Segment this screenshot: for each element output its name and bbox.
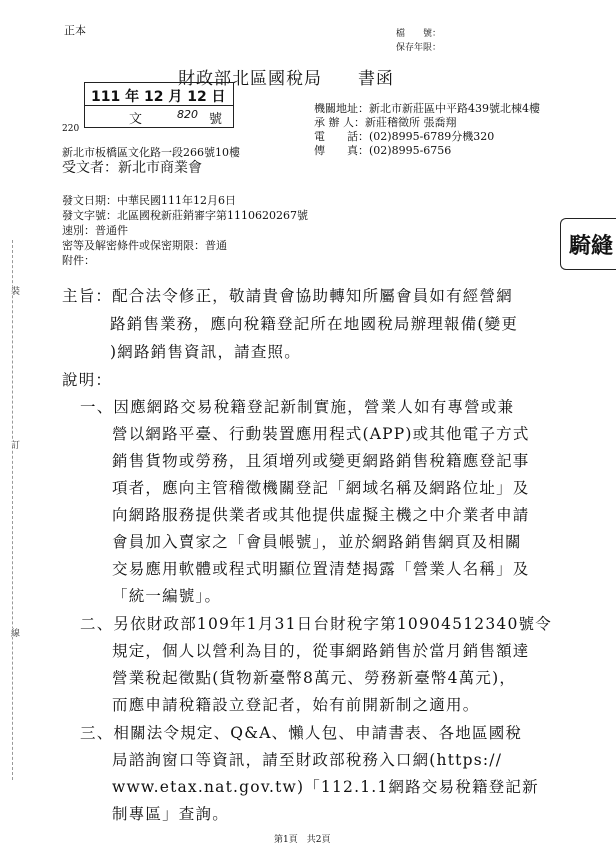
copy-label: 正本 xyxy=(64,24,86,37)
item1-line: 營以網路平臺、行動裝置應用程式(APP)或其他電子方式 xyxy=(112,425,530,443)
item3-line: 制專區」查詢。 xyxy=(112,805,229,823)
stamp-doc-number: 820 xyxy=(177,108,198,121)
seam-seal: 騎縫 xyxy=(560,218,616,270)
item3-line: www.etax.nat.gov.tw)「112.1.1網路交易稅籍登記新 xyxy=(112,778,539,796)
delivery-speed: 速別：普通件 xyxy=(62,224,128,237)
issue-date: 發文日期：中華民國111年12月6日 xyxy=(62,194,236,207)
item2-line: 二、另依財政部109年1月31日台財稅字第10904512340號令 xyxy=(80,615,552,633)
retention-label: 保存年限： xyxy=(396,43,442,53)
margin-mark-bind: 裝 xyxy=(9,286,19,295)
margin-mark-staple: 訂 xyxy=(9,440,19,449)
subject-line: 路銷售業務，應向稅籍登記所在地國稅局辦理報備(變更 xyxy=(110,315,519,333)
agency-contact: 承 辦 人：新莊稽徵所 張喬翔 xyxy=(314,116,457,129)
margin-mark-line: 線 xyxy=(9,628,19,637)
subject-line: )網路銷售資訊，請查照。 xyxy=(110,343,301,361)
agency-address: 機關地址：新北市新莊區中平路439號北棟4樓 xyxy=(314,102,540,115)
item1-line: 向網路服務提供業者或其他提供虛擬主機之中介業者申請 xyxy=(112,506,530,524)
recipient-name: 受文者：新北市商業會 xyxy=(62,160,202,176)
stamp-date: 111 年 12 月 12 日 xyxy=(91,89,226,105)
item3-line: 三、相關法令規定、Q&A、懶人包、申請書表、各地區國稅 xyxy=(80,724,523,742)
attachment-label: 附件： xyxy=(62,254,95,267)
file-number-label: 檔 號： xyxy=(396,29,442,39)
binding-line xyxy=(12,240,14,780)
page-footer: 第1頁 共2頁 xyxy=(274,835,331,845)
item1-line: 一、因應網路交易稅籍登記新制實施，營業人如有專營或兼 xyxy=(80,398,515,416)
item2-line: 營業稅起徵點(貨物新臺幣8萬元、勞務新臺幣4萬元)， xyxy=(112,669,517,687)
explanation-label: 說明： xyxy=(62,371,113,389)
received-stamp xyxy=(84,82,234,128)
recipient-address: 新北市板橋區文化路一段266號10樓 xyxy=(62,146,240,159)
item1-line: 交易應用軟體或程式明顯位置清楚揭露「營業人名稱」及 xyxy=(112,560,530,578)
item2-line: 規定，個人以營利為目的，從事網路銷售於當月銷售額達 xyxy=(112,642,530,660)
item1-line: 會員加入賣家之「會員帳號」，並於網路銷售網頁及相關 xyxy=(112,533,522,551)
item3-line: 局諮詢窗口等資訊，請至財政部稅務入口網(https:// xyxy=(112,751,503,769)
document-title: 財政部北區國稅局 書函 xyxy=(178,69,394,89)
item1-line: 「統一編號」。 xyxy=(112,587,222,605)
subject-line: 主旨：配合法令修正，敬請貴會協助轉知所屬會員如有經營網 xyxy=(62,287,513,305)
stamp-doc-label: 文 xyxy=(129,112,143,127)
document-number: 發文字號：北區國稅新莊銷審字第1110620267號 xyxy=(62,209,308,222)
agency-phone: 電 話：(02)8995-6789分機320 xyxy=(314,130,495,143)
stamp-doc-suffix: 號 xyxy=(209,112,223,127)
agency-fax: 傳 真：(02)8995-6756 xyxy=(314,144,452,157)
postal-code: 220 xyxy=(62,124,80,134)
item2-line: 而應申請稅籍設立登記者，始有前開新制之適用。 xyxy=(112,696,480,714)
security-level: 密等及解密條件或保密期限：普通 xyxy=(62,239,227,252)
item1-line: 項者，應向主管稽徵機關登記「網域名稱及網路位址」及 xyxy=(112,479,530,497)
item1-line: 銷售貨物或勞務，且須增列或變更網路銷售稅籍應登記事 xyxy=(112,452,530,470)
